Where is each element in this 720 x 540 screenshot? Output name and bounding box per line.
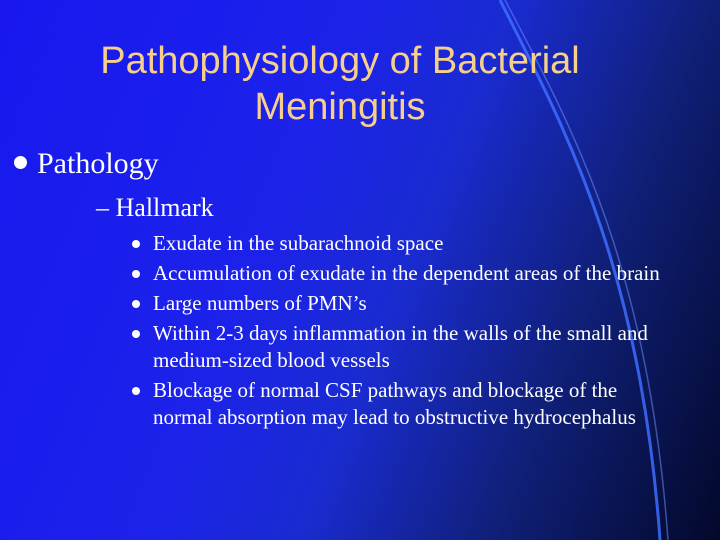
- list-item: [132, 230, 672, 257]
- list-item: [132, 320, 672, 374]
- hallmark-list: [132, 230, 672, 434]
- bullet-icon: [132, 387, 140, 395]
- list-item: [132, 260, 672, 287]
- bullet-icon: [132, 270, 140, 278]
- list-item: [132, 290, 672, 317]
- slide-title: Pathophysiology of Bacterial Meningitis: [100, 40, 580, 128]
- list-item-text: Large numbers of PMN’s: [153, 291, 367, 315]
- list-item-text: Exudate in the subarachnoid space: [153, 231, 444, 255]
- bullet-icon: [132, 300, 140, 308]
- level1-label: Pathology: [37, 147, 159, 180]
- bullet-icon: [14, 156, 27, 169]
- list-item-text: Accumulation of exudate in the dependent areas of the brain: [153, 261, 660, 285]
- level1-item: [14, 146, 159, 182]
- list-item-text: Within 2-3 days inflammation in the walls of the small and medium-sized blood vessels: [153, 321, 648, 372]
- bullet-icon: [132, 330, 140, 338]
- list-item-text: Blockage of normal CSF pathways and blockage of the normal absorption may lead to obstructive hydrocephalus: [153, 378, 636, 429]
- bullet-icon: [132, 240, 140, 248]
- level2-item: – Hallmark: [96, 193, 214, 222]
- list-item: [132, 377, 672, 431]
